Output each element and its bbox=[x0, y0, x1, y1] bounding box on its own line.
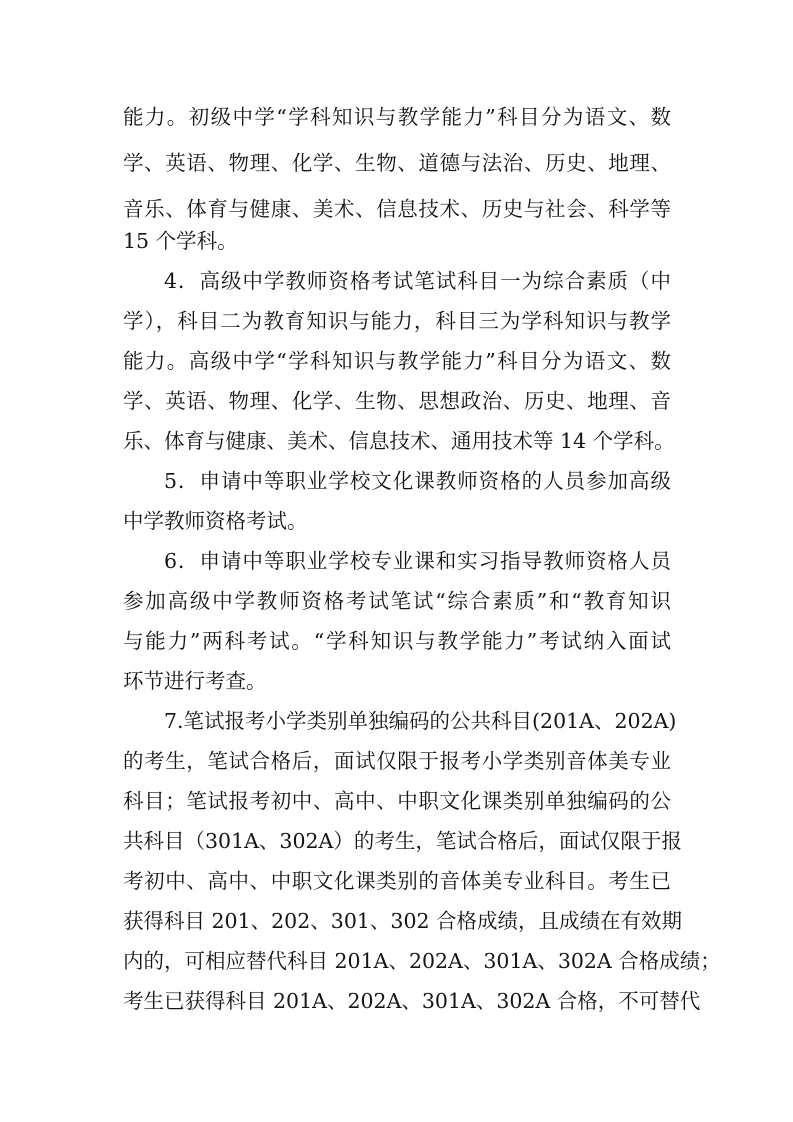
text-line: 音乐、体育与健康、美术、信息技术、历史与社会、科学等 bbox=[123, 197, 671, 221]
text-line: 学、英语、物理、化学、生物、道德与法治、历史、地理、 bbox=[123, 151, 671, 175]
text-line: 考初中、高中、中职文化课类别的音体美专业科目。考生已 bbox=[123, 869, 671, 893]
text-line: 参加高级中学教师资格考试笔试“综合素质”和“教育知识 bbox=[123, 589, 671, 613]
text-line: 共科目（301A、302A）的考生，笔试合格后，面试仅限于报 bbox=[123, 829, 682, 853]
paragraph-5-start: 5．申请中等职业学校文化课教师资格的人员参加高级 bbox=[164, 469, 671, 493]
paragraph-4-start: 4．高级中学教师资格考试笔试科目一为综合素质（中 bbox=[164, 269, 671, 293]
text-line: 乐、体育与健康、美术、信息技术、通用技术等 14 个学科。 bbox=[123, 429, 675, 453]
text-line: 获得科目 201、202、301、302 合格成绩，且成绩在有效期 bbox=[123, 909, 683, 933]
text-line: 的考生，笔试合格后，面试仅限于报考小学类别音体美专业 bbox=[123, 749, 671, 773]
text-line: 环节进行考查。 bbox=[123, 669, 267, 693]
text-line: 学），科目二为教育知识与能力，科目三为学科知识与教学 bbox=[123, 309, 671, 333]
paragraph-7-start: 7.笔试报考小学类别单独编码的公共科目(201A、202A) bbox=[164, 709, 677, 733]
text-line: 科目；笔试报考初中、高中、中职文化课类别单独编码的公 bbox=[123, 789, 671, 813]
text-line: 能力。初级中学“学科知识与教学能力”科目分为语文、数 bbox=[123, 105, 671, 129]
paragraph-6-start: 6．申请中等职业学校专业课和实习指导教师资格人员 bbox=[164, 549, 671, 573]
text-line: 能力。高级中学“学科知识与教学能力”科目分为语文、数 bbox=[123, 349, 671, 373]
text-line: 15 个学科。 bbox=[123, 229, 238, 253]
text-line: 学、英语、物理、化学、生物、思想政治、历史、地理、音 bbox=[123, 389, 671, 413]
text-line: 中学教师资格考试。 bbox=[123, 509, 308, 533]
text-line: 与能力”两科考试。“学科知识与教学能力”考试纳入面试 bbox=[123, 629, 671, 653]
text-line: 考生已获得科目 201A、202A、301A、302A 合格，不可替代 bbox=[123, 989, 701, 1013]
text-line: 内的，可相应替代科目 201A、202A、301A、302A 合格成绩； bbox=[123, 949, 721, 973]
